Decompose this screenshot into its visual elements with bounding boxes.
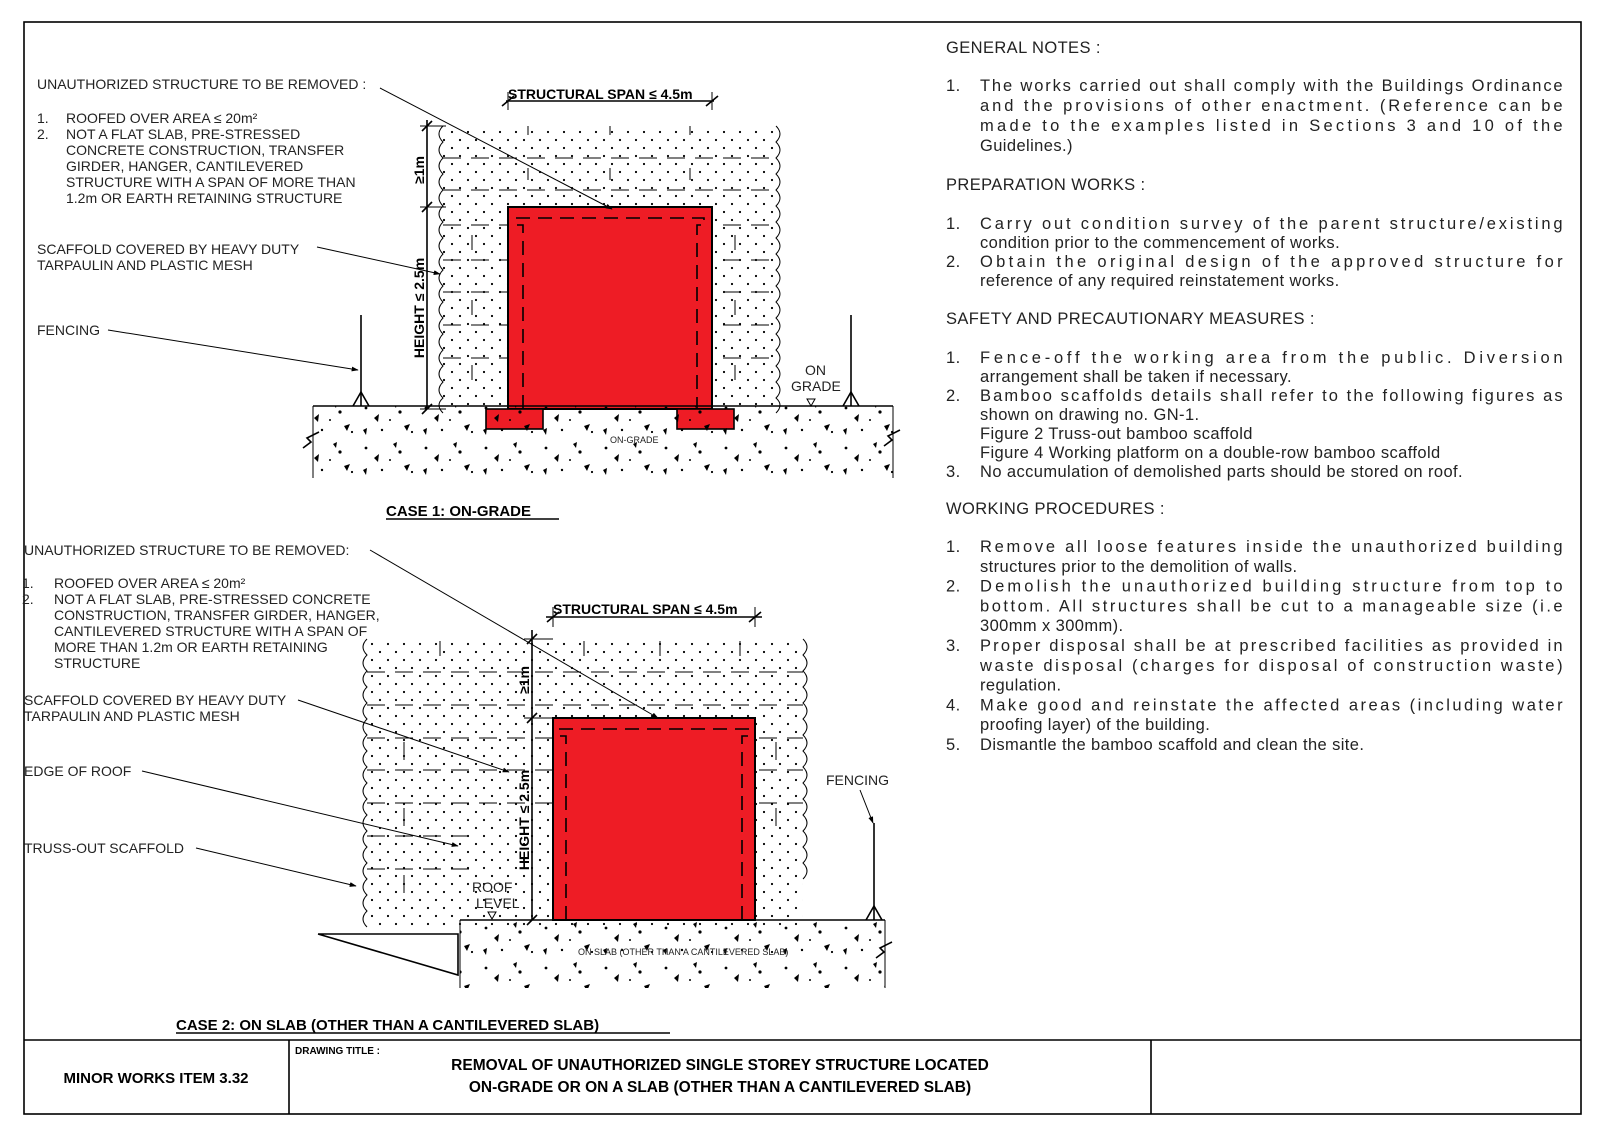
safety-measures-heading: SAFETY AND PRECAUTIONARY MEASURES :	[946, 310, 1315, 328]
case2-condition-line: STRUCTURE	[54, 655, 141, 671]
safety-note-line: Figure 2 Truss-out bamboo scaffold	[980, 425, 1253, 443]
procedure-note-line: Demolish the unauthorized building structure from top to	[980, 577, 1563, 596]
general-note-line: The works carried out shall comply with the Buildings Ordinance	[980, 77, 1563, 95]
case2-fencing-label: FENCING	[826, 772, 889, 788]
preparation-works-list	[946, 215, 1563, 290]
case1-scaffold-label-line1: SCAFFOLD COVERED BY HEAVY DUTY	[37, 241, 300, 257]
case2-span-label: STRUCTURAL SPAN ≤ 4.5m	[553, 601, 738, 617]
safety-note-number: 2.	[946, 387, 961, 405]
case1-1m-label: ≥1m	[411, 156, 427, 184]
procedure-note-number: 5.	[946, 736, 961, 754]
general-note-number: 1.	[946, 77, 961, 95]
safety-note-line: No accumulation of demolished parts should be stored on roof.	[980, 463, 1463, 481]
procedure-note-line: waste disposal (charges for disposal of construction waste)	[980, 656, 1564, 675]
case1-span-dimension	[502, 86, 718, 110]
procedure-note-line: structures prior to the demolition of walls.	[980, 557, 1298, 576]
procedure-note-number: 4.	[946, 696, 961, 715]
procedure-note-line: Make good and reinstate the affected areas (including water	[980, 696, 1563, 715]
procedure-note-number: 3.	[946, 637, 961, 655]
case2-condition-line: NOT A FLAT SLAB, PRE-STRESSED CONCRETE	[54, 591, 371, 607]
case2-span-dimension	[546, 601, 762, 627]
safety-note-number: 1.	[946, 349, 961, 367]
case2-unauthorized-label: UNAUTHORIZED STRUCTURE TO BE REMOVED:	[24, 542, 350, 558]
case2-leader-fencing	[860, 790, 873, 823]
case1-conditions-list	[37, 110, 356, 206]
title-block	[24, 1040, 1581, 1114]
preparation-note-number: 1.	[946, 215, 961, 233]
procedure-note-line: proofing layer) of the building.	[980, 716, 1211, 735]
case1-title: CASE 1: ON-GRADE	[386, 503, 532, 520]
general-note-line: Guidelines.)	[980, 137, 1073, 155]
procedure-note-line: Remove all loose features inside the unauthorized building	[980, 538, 1563, 556]
procedure-note-line: Dismantle the bamboo scaffold and clean the site.	[980, 736, 1365, 754]
case1-condition-number: 2.	[37, 126, 49, 142]
safety-note-number: 3.	[946, 463, 961, 481]
preparation-note-line: Obtain the original design of the approved structure for	[980, 253, 1563, 271]
case2-roof-level-line2: LEVEL	[476, 895, 520, 911]
procedure-note-number: 1.	[946, 538, 961, 556]
case1-diagram	[37, 76, 900, 520]
case2-fence-right	[866, 823, 882, 920]
case1-on-grade-label-line2: GRADE	[791, 378, 841, 394]
case1-on-grade-label-line1: ON	[805, 362, 826, 378]
procedure-note-line: 300mm x 300mm).	[980, 617, 1124, 636]
drawing-title-line2: ON-GRADE OR ON A SLAB (OTHER THAN A CANTILEVERED SLAB)	[468, 1079, 972, 1096]
procedure-note-number: 2.	[946, 577, 961, 596]
case1-condition-line: NOT A FLAT SLAB, PRE-STRESSED	[66, 126, 301, 142]
safety-note-line: arrangement shall be taken if necessary.	[980, 368, 1292, 386]
case2-height-label: HEIGHT ≤ 2.5m	[516, 769, 532, 871]
case1-fence-right	[843, 315, 859, 406]
case1-condition-number: 1.	[37, 110, 49, 126]
case1-condition-line: 1.2m OR EARTH RETAINING STRUCTURE	[66, 190, 343, 206]
case1-unauthorized-label: UNAUTHORIZED STRUCTURE TO BE REMOVED :	[37, 76, 367, 92]
case2-condition-line: ROOFED OVER AREA ≤ 20m²	[54, 575, 246, 591]
safety-note-line: Fence-off the working area from the public. Diversion	[980, 349, 1563, 367]
procedure-note-line: regulation.	[980, 676, 1062, 695]
minor-works-item: MINOR WORKS ITEM 3.32	[63, 1070, 249, 1087]
case1-fencing-label: FENCING	[37, 322, 100, 338]
general-notes-heading: GENERAL NOTES :	[946, 39, 1101, 57]
case1-ground-slab	[313, 406, 893, 476]
case2-condition-line: CONSTRUCTION, TRANSFER GIRDER, HANGER,	[54, 607, 380, 623]
case2-building-edge	[318, 934, 458, 975]
case2-condition-number: 1.	[22, 575, 34, 591]
preparation-note-number: 2.	[946, 253, 961, 271]
notes-panel	[946, 39, 1563, 754]
case2-1m-label: ≥1m	[516, 666, 532, 694]
safety-note-line: Bamboo scaffolds details shall refer to the following figures as	[980, 387, 1563, 405]
case2-slab-label: ON SLAB (OTHER THAN A CANTILEVERED SLAB)	[578, 947, 789, 957]
general-notes-list	[946, 77, 1563, 155]
case2-truss-label: TRUSS-OUT SCAFFOLD	[24, 840, 184, 856]
case2-scaffold-label-line1: SCAFFOLD COVERED BY HEAVY DUTY	[24, 692, 287, 708]
case2-edge-of-roof-label: EDGE OF ROOF	[24, 763, 132, 779]
drawing-title-label: DRAWING TITLE :	[295, 1046, 380, 1057]
case2-roof-level-line1: ROOF	[472, 879, 513, 895]
case2-condition-number: 2.	[22, 591, 34, 607]
case1-condition-line: ROOFED OVER AREA ≤ 20m²	[66, 110, 258, 126]
preparation-works-heading: PREPARATION WORKS :	[946, 176, 1146, 194]
case1-span-label: STRUCTURAL SPAN ≤ 4.5m	[508, 86, 693, 102]
preparation-note-line: condition prior to the commencement of works.	[980, 234, 1341, 252]
drawing-title-line1: REMOVAL OF UNAUTHORIZED SINGLE STOREY STRUCTURE LOCATED	[451, 1057, 989, 1074]
case2-scaffold-label-line2: TARPAULIN AND PLASTIC MESH	[24, 708, 240, 724]
case1-condition-line: CONCRETE CONSTRUCTION, TRANSFER	[66, 142, 345, 158]
case2-diagram	[22, 542, 892, 1034]
safety-note-line: Figure 4 Working platform on a double-row bamboo scaffold	[980, 444, 1441, 462]
case1-slab-label: ON-GRADE	[610, 435, 659, 445]
procedure-note-line: Proper disposal shall be at prescribed facilities as provided in	[980, 637, 1563, 655]
case1-height-label: HEIGHT ≤ 2.5m	[411, 257, 427, 359]
preparation-note-line: reference of any required reinstatement works.	[980, 272, 1340, 290]
case2-leader-truss	[196, 848, 356, 886]
case2-unauthorized-structure	[553, 718, 755, 920]
case1-condition-line: GIRDER, HANGER, CANTILEVERED	[66, 158, 304, 174]
case2-condition-line: MORE THAN 1.2m OR EARTH RETAINING	[54, 639, 328, 655]
case1-condition-line: STRUCTURE WITH A SPAN OF MORE THAN	[66, 174, 356, 190]
case2-conditions-list	[22, 575, 380, 671]
procedure-note-line: bottom. All structures shall be cut to a manageable size (i.e	[980, 597, 1563, 616]
case1-scaffold-label-line2: TARPAULIN AND PLASTIC MESH	[37, 257, 253, 273]
case1-unauthorized-structure	[508, 207, 712, 409]
case2-title: CASE 2: ON SLAB (OTHER THAN A CANTILEVERED SLAB)	[176, 1017, 600, 1034]
case1-fence-left	[353, 315, 369, 406]
case2-condition-line: CANTILEVERED STRUCTURE WITH A SPAN OF	[54, 623, 368, 639]
working-procedures-list	[946, 538, 1563, 754]
case1-leader-fencing	[108, 330, 358, 370]
general-note-line: and the provisions of other enactment. (Reference can be	[980, 97, 1563, 115]
preparation-note-line: Carry out condition survey of the parent structure/existing	[980, 215, 1563, 233]
working-procedures-heading: WORKING PROCEDURES :	[946, 500, 1165, 518]
general-note-line: made to the examples listed in Sections 3 and 10 of the	[980, 117, 1563, 135]
safety-note-line: shown on drawing no. GN-1.	[980, 406, 1200, 424]
safety-measures-list	[946, 349, 1563, 481]
